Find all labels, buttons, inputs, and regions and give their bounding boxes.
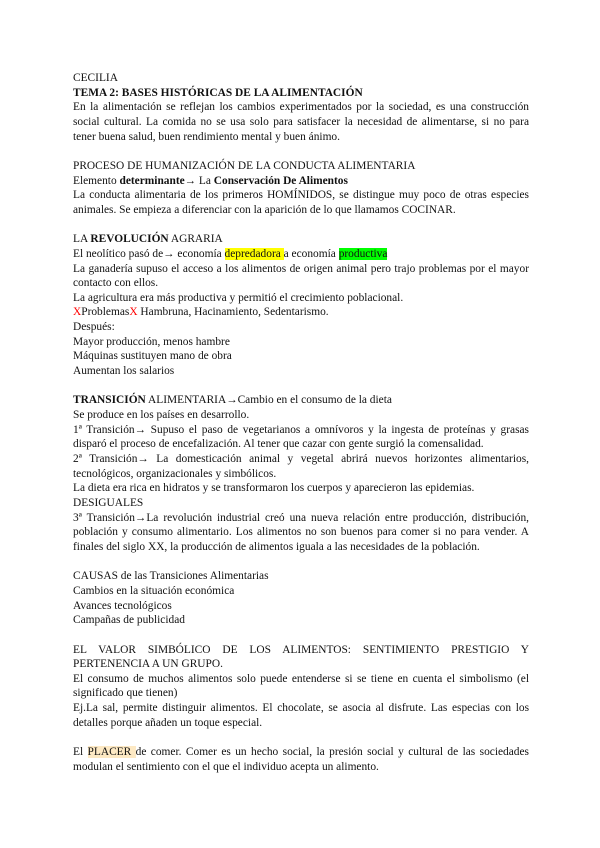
text-span: TEMA 2: BASES HISTÓRICAS DE LA ALIMENTACIÓN (73, 86, 363, 99)
paragraph: El consumo de muchos alimentos solo puede entenderse si se tiene en cuenta el simbolismo (el significado que tienen) (73, 672, 529, 700)
text-span: TRANSICIÓN (73, 394, 146, 407)
agricultura-paragraph: La agricultura era más productiva y permitió el crecimiento poblacional. (73, 291, 404, 304)
text-span: Hambruna, Hacinamiento, Sedentarismo. (137, 306, 329, 319)
document-title (73, 86, 529, 101)
list-item: Avances tecnológicos (73, 599, 172, 612)
text-span: de comer. Comer es un hecho social, la presión social y cultural de las sociedades modulan el sentimiento con el que el individuo acepta un alimento. (73, 746, 529, 773)
problemas-line (73, 305, 529, 320)
highlight-productiva: productiva (338, 247, 388, 260)
placer-paragraph (73, 745, 529, 774)
list-item: Cambios en la situación económica (73, 584, 235, 597)
document-page (73, 71, 529, 774)
x-mark-icon: X (73, 306, 82, 319)
list-item: Máquinas sustituyen mano de obra (73, 350, 232, 363)
paragraph: 1ª Transición→ Supuso el paso de vegetarianos a omnívoros y la ingesta de proteínas y grasas disparó el proceso de encefalización. Al tener que cazar con gente surgió la comensalidad. (73, 423, 529, 451)
highlight-depredadora: depredadora (224, 247, 284, 260)
hominidos-paragraph: La conducta alimentaria de los primeros HOMÍNIDOS, se distingue muy poco de otras especies animales. Se empieza a diferenciar con la aparición de lo que llamamos COCINAR. (73, 189, 529, 216)
paragraph: Se produce en los países en desarrollo. (73, 409, 250, 422)
neolitico-line (73, 247, 529, 262)
ganaderia-paragraph: La ganadería supuso el acceso a los alimentos de origen animal pero trajo problemas por el mayor contacto con ellos. (73, 262, 529, 290)
text-span: determinante (119, 174, 185, 187)
list-item: Mayor producción, menos hambre (73, 335, 230, 348)
text-span: Conservación De Alimentos (213, 174, 348, 187)
elemento-line (73, 174, 529, 189)
text-span: Elemento (73, 174, 120, 187)
text-span: El (73, 746, 88, 759)
text-span: Problemas (81, 306, 130, 319)
intro-paragraph: En la alimentación se reflejan los cambios experimentados por la sociedad, es una construcción social cultural. La comida no se usa solo para satisfacer la necesidad de alimentarse, si no para tener buena salud, buen rendimiento mental y buen ánimo. (73, 101, 529, 143)
text-span: REVOLUCIÓN (90, 233, 169, 246)
paragraph: Ej.La sal, permite distinguir alimentos. El chocolate, se asocia al disfrute. Las especias con los detalles porque añaden un toque especial. (73, 702, 529, 729)
text-span: → La (184, 174, 214, 187)
section-heading-transicion (73, 393, 529, 408)
section-heading-valor-simbolico: EL VALOR SIMBÓLICO DE LOS ALIMENTOS: SENTIMIENTO PRESTIGIO Y PERTENENCIA A UN GRUPO. (73, 643, 529, 671)
x-mark-icon: X (129, 306, 138, 319)
list-item: Campañas de publicidad (73, 614, 185, 627)
despues-label: Después: (73, 321, 115, 334)
author-name: CECILIA (73, 72, 118, 84)
paragraph: DESIGUALES (73, 496, 144, 509)
list-item: Aumentan los salarios (73, 365, 175, 378)
text-span: ALIMENTARIA→Cambio en el consumo de la dieta (145, 394, 392, 407)
highlight-placer: PLACER (87, 746, 136, 759)
paragraph: La dieta era rica en hidratos y se transformaron los cuerpos y aparecieron las epidemias. (73, 482, 475, 495)
section-heading-revolucion (73, 232, 529, 247)
text-span: LA (73, 233, 91, 246)
section-heading-humanizacion: PROCESO DE HUMANIZACIÓN DE LA CONDUCTA ALIMENTARIA (73, 159, 416, 172)
text-span: AGRARIA (168, 233, 223, 246)
paragraph: 2ª Transición→ La domesticación animal y vegetal abrirá nuevos horizontes alimentarios, tecnológicos, organizacionales y simbólicos. (73, 453, 529, 480)
text-span: El neolítico pasó de→ economía (73, 247, 225, 260)
section-heading-causas: CAUSAS de las Transiciones Alimentarias (73, 570, 269, 583)
paragraph: 3ª Transición→La revolución industrial creó una nueva relación entre producción, distribución, población y consumo alimentario. Los alimentos no son buenos para comer si no para vender. A finales del siglo XX, la producción de alimentos iguala a las necesidades de la población. (73, 511, 529, 553)
text-span: a economía (283, 247, 339, 260)
